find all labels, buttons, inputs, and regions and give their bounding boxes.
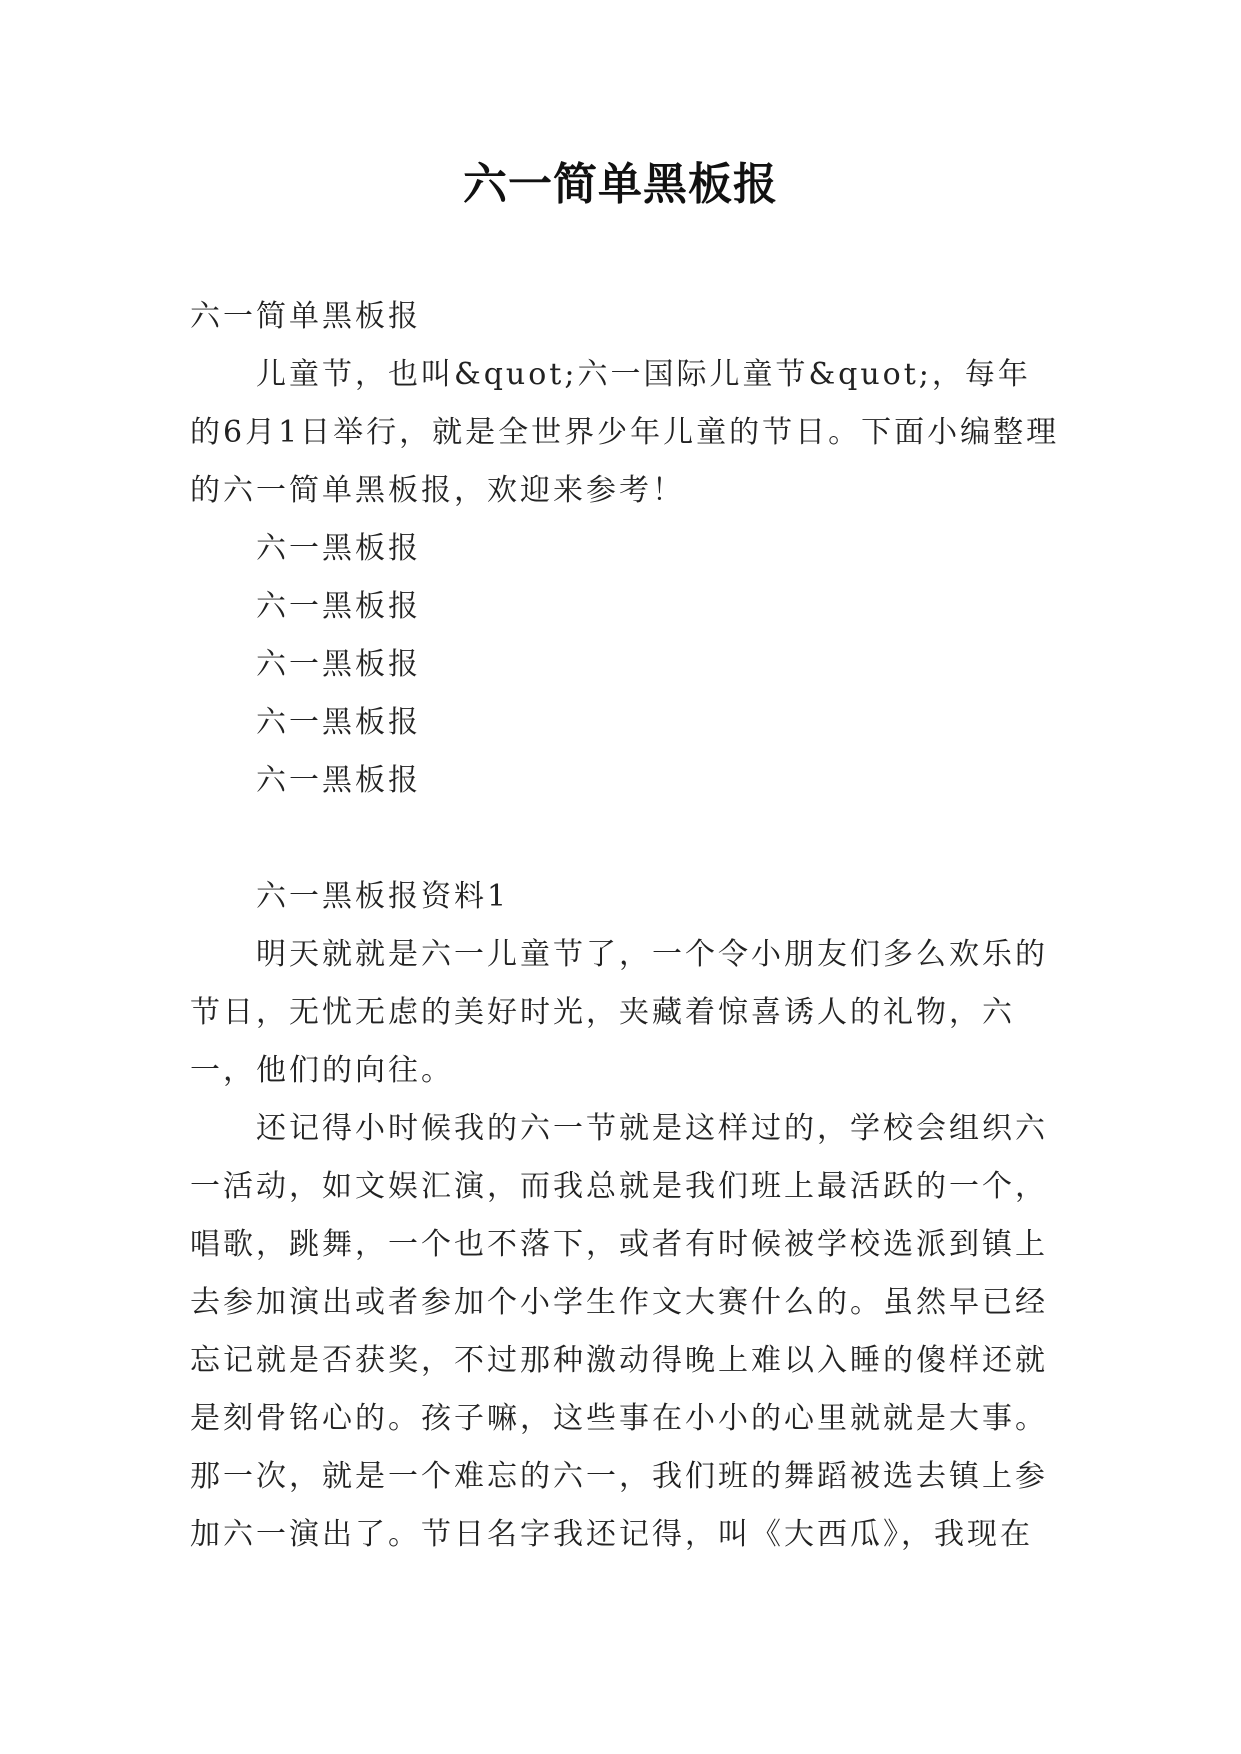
document-body: [190, 288, 1060, 1564]
subtitle-line: 六一简单黑板报: [190, 299, 421, 334]
list-item: 六一黑板报: [256, 705, 421, 740]
list-item: 六一黑板报: [256, 589, 421, 624]
document-title: 六一简单黑板报: [463, 159, 778, 210]
section-heading: 六一黑板报资料1: [256, 879, 510, 914]
spacer: [190, 810, 1060, 868]
list-item: 六一黑板报: [256, 531, 421, 566]
list-item: 六一黑板报: [256, 763, 421, 798]
body-paragraph-2: 还记得小时候我的六一节就是这样过的，学校会组织六一活动，如文娱汇演，而我总就是我们班上最活跃的一个，唱歌，跳舞，一个也不落下，或者有时候被学校选派到镇上去参加演出或者参加个小学生作文大赛什么的。虽然早已经忘记就是否获奖，不过那种激动得晚上难以入睡的傻样还就是刻骨铭心的。孩子嘛，这些事在小小的心里就就是大事。那一次，就是一个难忘的六一，我们班的舞蹈被选去镇上参加六一演出了。节日名字我还记得，叫《大西瓜》，我现在: [190, 1111, 1048, 1552]
list-item: 六一黑板报: [256, 647, 421, 682]
body-paragraph-1: 明天就就是六一儿童节了，一个令小朋友们多么欢乐的节日，无忧无虑的美好时光，夹藏着惊喜诱人的礼物，六一，他们的向往。: [190, 937, 1048, 1088]
intro-paragraph: 儿童节，也叫&quot;六一国际儿童节&quot;，每年的6月1日举行，就是全世界少年儿童的节日。下面小编整理的六一简单黑板报，欢迎来参考！: [190, 357, 1060, 508]
